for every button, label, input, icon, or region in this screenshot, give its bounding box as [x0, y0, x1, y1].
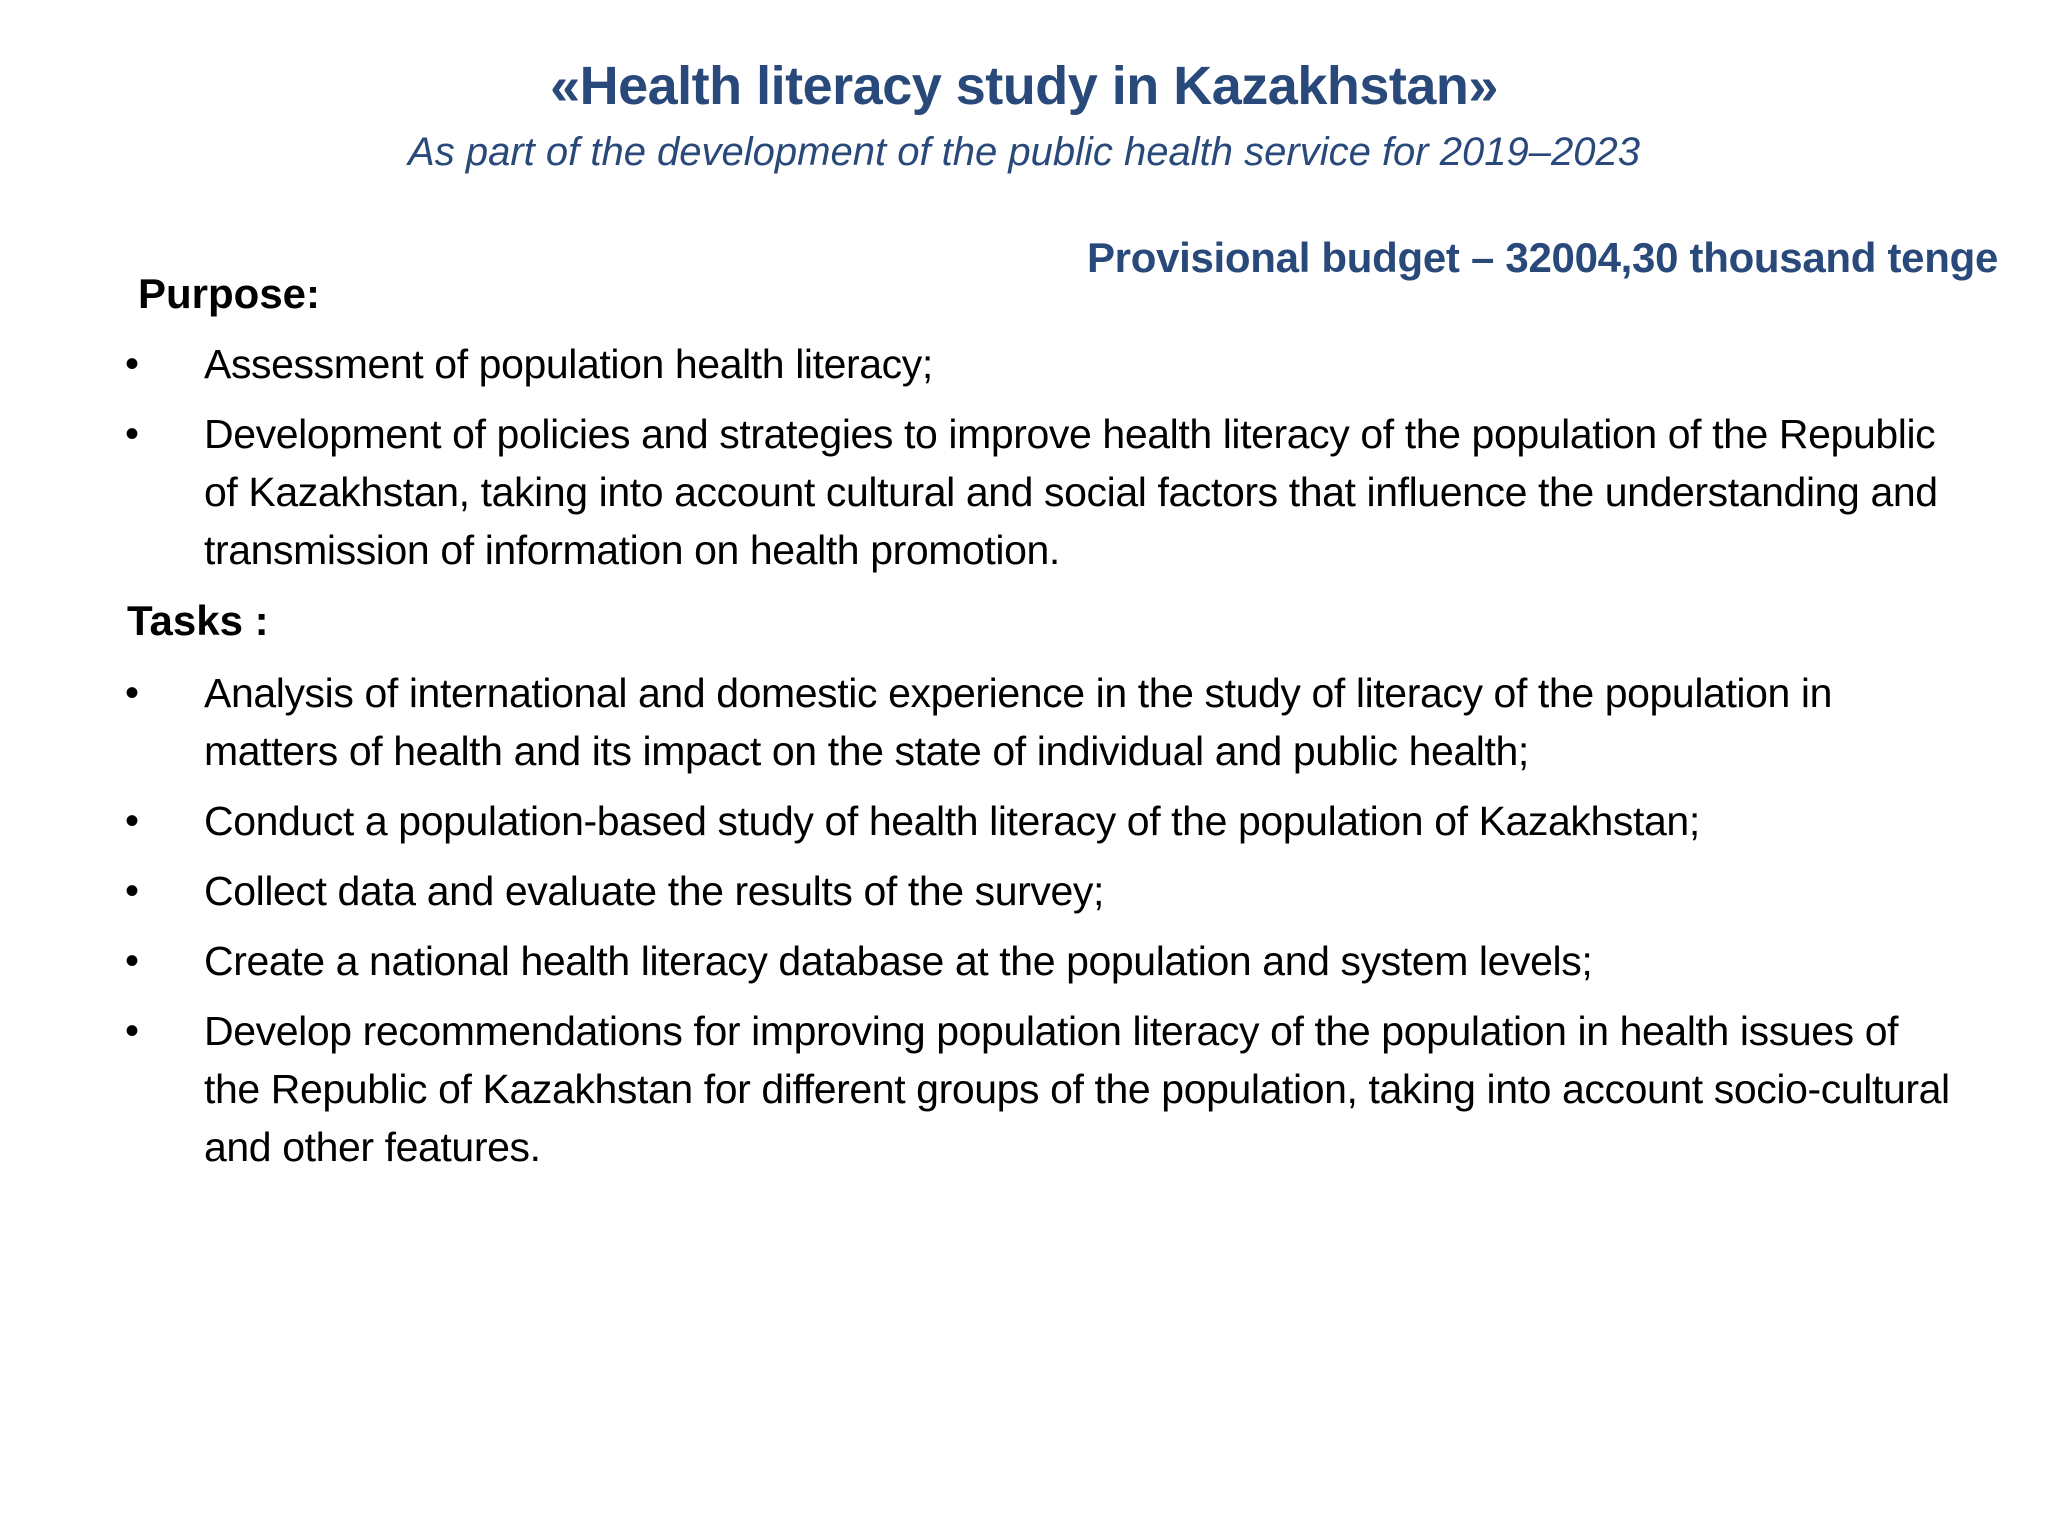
purpose-item-text: Assessment of population health literacy; [204, 341, 933, 387]
purpose-list [0, 335, 2048, 591]
slide-title: «Health literacy study in Kazakhstan» [550, 56, 1498, 116]
tasks-list [0, 664, 2048, 1188]
slide-subtitle: As part of the development of the public health service for 2019–2023 [408, 130, 1640, 174]
bullet-icon: • [125, 342, 139, 386]
task-item-text: Collect data and evaluate the results of the survey; [204, 868, 1104, 914]
budget-text: Provisional budget – 32004,30 thousand tenge [1086, 234, 1998, 281]
task-item-text: Create a national health literacy database at the population and system levels; [204, 938, 1593, 984]
tasks-heading: Tasks : [127, 597, 269, 644]
purpose-item-text: Development of policies and strategies to improve health literacy of the population of the Republic of Kazakhstan, taking into account cultural and social factors that influence the understanding and transmission of information on health promotion. [204, 411, 1938, 573]
task-item-text: Develop recommendations for improving population literacy of the population in health issues of the Republic of Kazakhstan for different groups of the population, taking into account socio-cultural and other features. [204, 1008, 1950, 1170]
bullet-icon: • [125, 1009, 139, 1053]
task-item [0, 932, 1994, 990]
task-item [0, 664, 1994, 780]
bullet-icon: • [125, 939, 139, 983]
bullet-icon: • [125, 869, 139, 913]
purpose-heading: Purpose: [138, 270, 321, 317]
bullet-icon: • [125, 671, 139, 715]
purpose-item [0, 405, 1994, 579]
task-item [0, 862, 1994, 920]
bullet-icon: • [125, 799, 139, 843]
purpose-item [0, 335, 1994, 393]
task-item-text: Analysis of international and domestic experience in the study of literacy of the population in matters of health and its impact on the state of individual and public health; [204, 670, 1833, 774]
task-item-text: Conduct a population-based study of health literacy of the population of Kazakhstan; [204, 798, 1700, 844]
task-item [0, 1002, 1994, 1176]
bullet-icon: • [125, 412, 139, 456]
task-item [0, 792, 1994, 850]
